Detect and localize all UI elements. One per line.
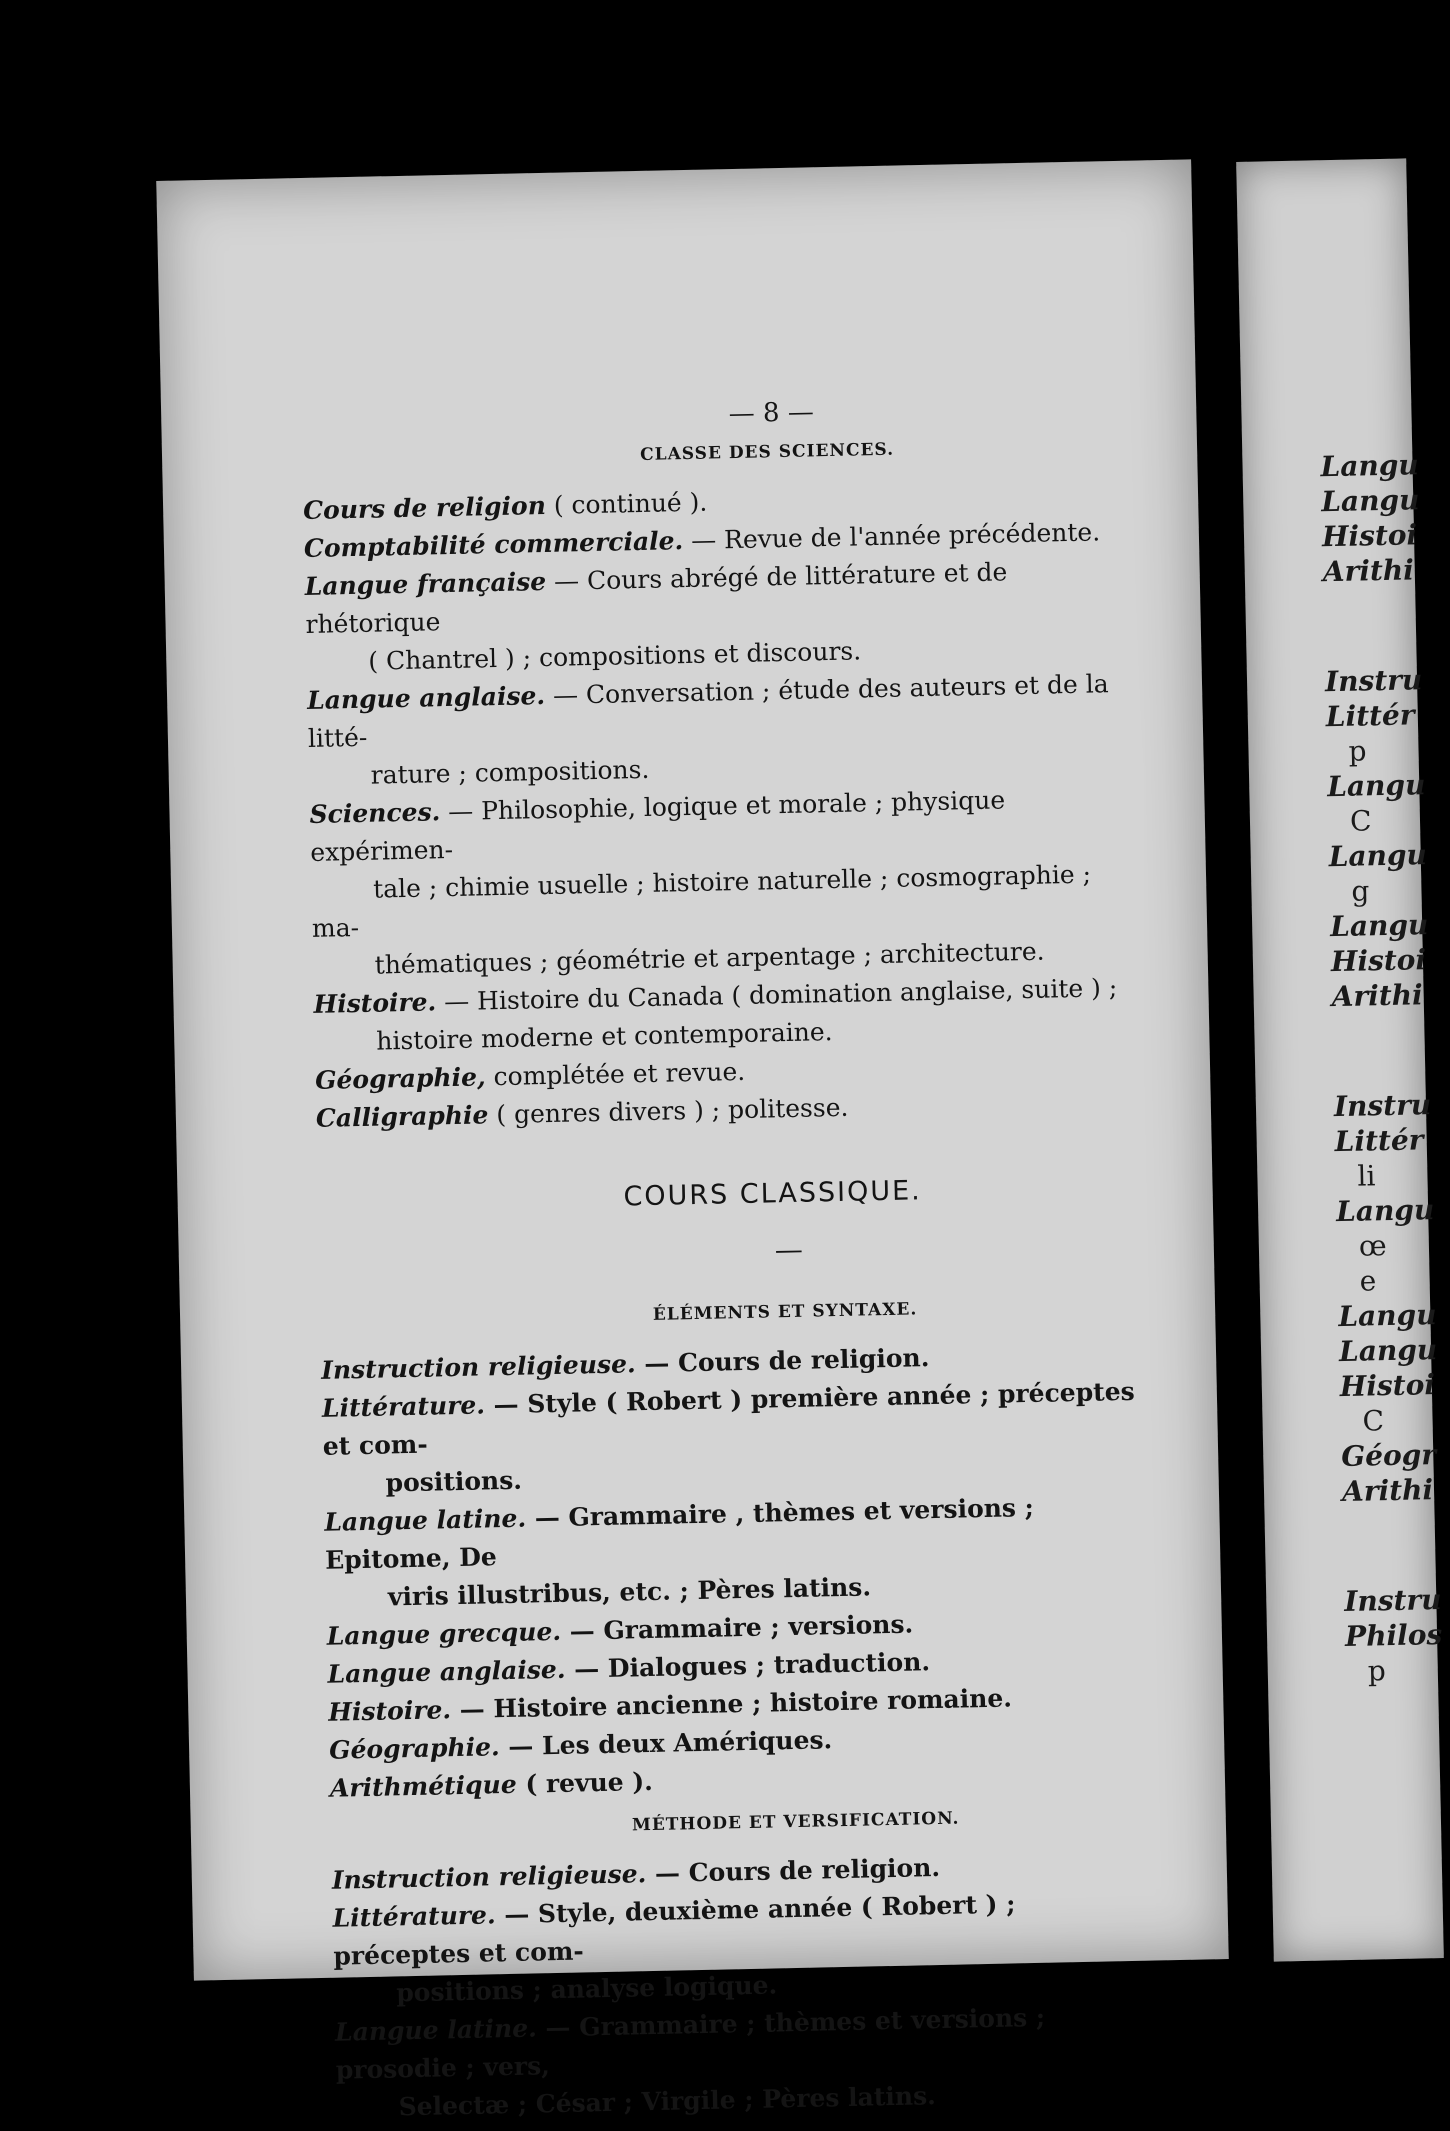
entry-continuation-text: ( Chantrel ) ; compositions et discours. xyxy=(368,636,862,676)
right-page-fragment-line: Arithi xyxy=(1331,978,1424,1014)
entry-text: — Cours de religion. xyxy=(646,1852,941,1889)
sciences-entries xyxy=(303,475,1136,1138)
heading-elements-et-syntaxe: ÉLÉMENTS ET SYNTAXE. xyxy=(652,1299,918,1325)
right-page-fragment-line: Langu xyxy=(1338,1333,1438,1369)
entry-label: Littérature. xyxy=(332,1900,496,1933)
entry-label: Cours de religion xyxy=(302,490,547,526)
right-page-lines xyxy=(1236,158,1443,1688)
entry-label: Langue latine. xyxy=(334,2013,538,2047)
page-content xyxy=(301,391,1157,2128)
right-page-fragment-line: Instru xyxy=(1343,1582,1442,1619)
right-page-fragment-line: p xyxy=(1348,734,1367,768)
entry-continuation-text: positions. xyxy=(385,1465,523,1498)
right-page-fragment-line: Langu xyxy=(1328,838,1428,874)
left-page xyxy=(156,159,1228,2122)
entry-continuation-text: Selectæ ; César ; Virgile ; Pères latins. xyxy=(398,2081,937,2122)
entry-label: Littérature. xyxy=(321,1390,486,1423)
page-number: — 8 — xyxy=(728,397,815,430)
entry-text: — Histoire du Canada ( domination anglaise, suite ) ; xyxy=(435,973,1118,1017)
right-page-fragment-line: Langu xyxy=(1335,1193,1435,1229)
entry-text: — Style, deuxième année ( Robert ) ; préceptes et com- xyxy=(333,1889,1016,1971)
entry-label: Arithmétique xyxy=(329,1769,517,1803)
methode-entries xyxy=(332,1845,1157,2128)
entry-text: — Grammaire ; versions. xyxy=(560,1609,914,1646)
right-page-fragment-line: Langu xyxy=(1338,1298,1437,1334)
separator-dash: — xyxy=(774,1232,804,1267)
heading-cours-classique: COURS CLASSIQUE. xyxy=(623,1175,923,1213)
entry-text: — Cours de religion. xyxy=(635,1343,930,1379)
entry-text: — Les deux Amériques. xyxy=(499,1725,833,1762)
entry-label: Langue grecque. xyxy=(326,1616,562,1651)
right-page-fragment-line: C xyxy=(1362,1404,1385,1438)
entry-continuation-text: positions ; analyse logique. xyxy=(395,1970,778,2008)
right-page-fragment-line: Langu xyxy=(1320,483,1420,519)
right-page-fragment-line: e xyxy=(1359,1264,1377,1298)
right-page-fragment-line: li xyxy=(1357,1159,1376,1193)
right-page-fragment-line: Histoi xyxy=(1321,518,1418,554)
entry-label: Géographie. xyxy=(328,1732,500,1765)
entry-text: — Style ( Robert ) première année ; préceptes et com- xyxy=(322,1376,1135,1461)
entry-label: Calligraphie xyxy=(315,1100,489,1133)
entry-continuation-text: histoire moderne et contemporaine. xyxy=(376,1017,833,1056)
right-page-fragment-line: Histoi xyxy=(1339,1368,1436,1404)
entry-text: — Grammaire , thèmes et versions ; Epitome, De xyxy=(324,1492,1035,1575)
entry-continuation-text: viris illustribus, etc. ; Pères latins. xyxy=(387,1572,872,1612)
entry-continuation-text: thématiques ; géométrie et arpentage ; architecture. xyxy=(374,936,1045,980)
right-page-fragment-line: C xyxy=(1349,804,1372,838)
entry-label: Langue française xyxy=(304,566,547,602)
entry-text: complétée et revue. xyxy=(485,1056,746,1092)
right-page-fragment-line: Arithi xyxy=(1341,1473,1434,1509)
right-page-fragment-line: p xyxy=(1367,1654,1387,1688)
entry-text: ( continué ). xyxy=(545,487,708,520)
entry-label: Langue anglaise. xyxy=(306,681,546,715)
right-page-fragment-line: Instru xyxy=(1333,1088,1432,1124)
right-page-fragment-line: Littér xyxy=(1325,698,1415,734)
right-page-fragment-line: Philos xyxy=(1344,1617,1443,1654)
entry-text: — Histoire ancienne ; histoire romaine. xyxy=(450,1683,1013,1725)
right-page-fragment-line: Instru xyxy=(1324,663,1423,699)
entry-continuation-text: rature ; compositions. xyxy=(370,754,650,790)
heading-classe-des-sciences: CLASSE DES SCIENCES. xyxy=(639,439,895,465)
right-page-fragment-line: Littér xyxy=(1334,1123,1424,1159)
right-page-fragment-line: œ xyxy=(1358,1229,1387,1263)
entry-text: ( revue ). xyxy=(516,1766,654,1799)
entry-label: Sciences. xyxy=(309,797,441,829)
entry-label: Instruction religieuse. xyxy=(320,1349,636,1385)
entry-text: — Dialogues ; traduction. xyxy=(565,1647,931,1684)
right-page-fragment-line: Géogr xyxy=(1340,1438,1437,1474)
elements-entries xyxy=(321,1335,1150,1808)
entry-label: Histoire. xyxy=(328,1695,452,1727)
right-page-fragment-line: g xyxy=(1351,874,1370,908)
right-page-fragment xyxy=(1236,158,1444,1961)
heading-methode-et-versification: MÉTHODE ET VERSIFICATION. xyxy=(631,1808,960,1836)
entry-text: — Revue de l'année précédente. xyxy=(682,517,1101,556)
entry-continuation-text: tale ; chimie usuelle ; histoire naturelle ; cosmographie ; ma- xyxy=(311,859,1092,943)
entry-label: Langue anglaise. xyxy=(327,1654,566,1689)
entry-text: ( genres divers ) ; politesse. xyxy=(488,1092,849,1130)
entry-label: Instruction religieuse. xyxy=(331,1859,647,1895)
entry-text: — Grammaire ; thèmes et versions ; prosodie ; vers, xyxy=(335,2002,1046,2085)
entry-label: Histoire. xyxy=(313,987,437,1019)
right-page-fragment-line: Langu xyxy=(1329,908,1429,944)
entry-text: — Cours abrégé de littérature et de rhétorique xyxy=(305,557,1008,640)
entry-label: Comptabilité commerciale. xyxy=(303,526,684,564)
entry-text: — Conversation ; étude des auteurs et de la litté- xyxy=(307,669,1109,753)
entry-label: Langue latine. xyxy=(324,1503,527,1537)
right-page-fragment-line: Histoi xyxy=(1330,943,1427,979)
right-page-fragment-line: Arithi xyxy=(1322,553,1415,589)
right-page-fragment-line: Langu xyxy=(1326,768,1426,804)
right-page-fragment-line: Langu xyxy=(1320,448,1420,484)
entry-label: Géographie, xyxy=(314,1062,486,1095)
entry-text: — Philosophie, logique et morale ; physique expérimen- xyxy=(310,785,1006,867)
